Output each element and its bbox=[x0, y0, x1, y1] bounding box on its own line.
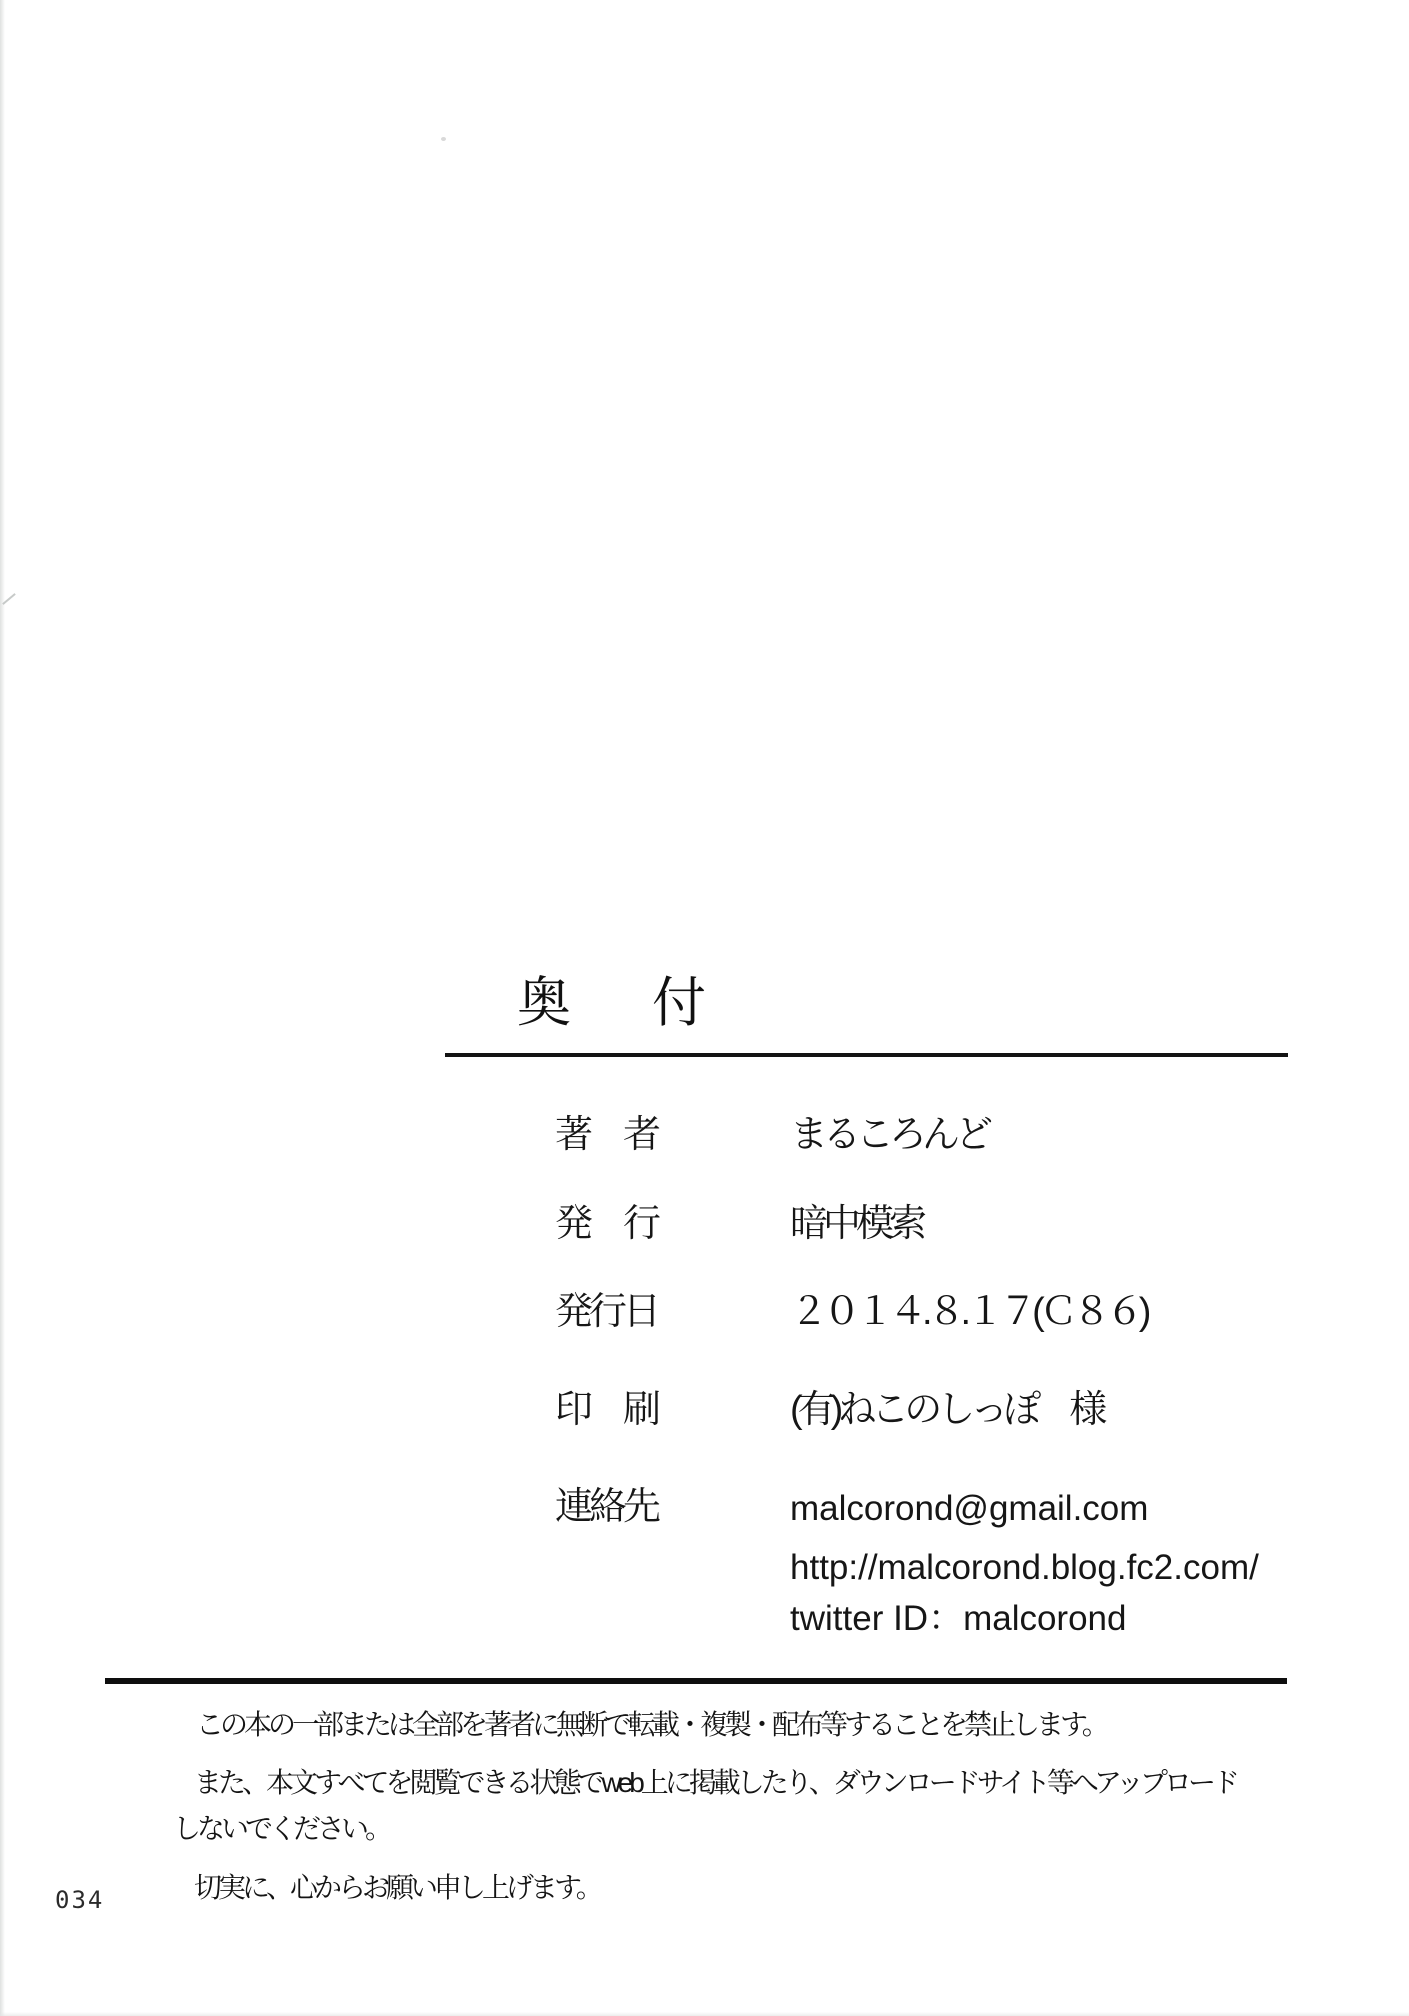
row-label: 印 刷 bbox=[555, 1389, 658, 1431]
colophon-row-publish-date bbox=[555, 1293, 1295, 1339]
page-title: 奥 付 bbox=[517, 973, 720, 1033]
row-label: 発 行 bbox=[555, 1203, 658, 1245]
notice-line: また、本文すべてを閲覧できる状態でweb上に掲載したり、ダウンロードサイト等へアップロード bbox=[194, 1767, 1237, 1798]
scan-edge-shadow-bottom bbox=[0, 2012, 1409, 2016]
row-value: 暗中模索 bbox=[790, 1203, 923, 1245]
row-label: 連絡先 bbox=[555, 1486, 658, 1528]
colophon-row-author bbox=[555, 1116, 1295, 1162]
notice-separator-rule bbox=[105, 1678, 1287, 1684]
scan-speck bbox=[441, 137, 446, 141]
page-number: 034 bbox=[55, 1886, 105, 1914]
row-label: 発行日 bbox=[555, 1291, 658, 1333]
notice-line: しないでください。 bbox=[173, 1813, 390, 1844]
notice-line: 切実に、心からお願い申し上げます。 bbox=[194, 1872, 600, 1903]
scan-edge-shadow-left bbox=[0, 0, 5, 2016]
colophon-row-contact-url bbox=[555, 1547, 1295, 1593]
colophon-row-contact-twitter bbox=[555, 1598, 1295, 1644]
row-value: まるころんど bbox=[790, 1114, 989, 1156]
row-value: ２０１４.８.１７(Ｃ８６) bbox=[790, 1291, 1147, 1333]
colophon-row-publisher bbox=[555, 1205, 1295, 1251]
contact-twitter-id: twitter ID：malcorond bbox=[790, 1599, 1127, 1638]
contact-email: malcorond@gmail.com bbox=[790, 1489, 1149, 1528]
row-value: (有)ねこのしっぽ 様 bbox=[790, 1389, 1103, 1431]
title-underline bbox=[445, 1053, 1288, 1057]
row-label: 著 者 bbox=[555, 1114, 658, 1156]
colophon-row-contact bbox=[555, 1488, 1295, 1534]
notice-line: この本の一部または全部を著者に無断で転載・複製・配布等することを禁止します。 bbox=[196, 1709, 1106, 1740]
colophon-row-printer bbox=[555, 1391, 1295, 1437]
contact-blog-url: http://malcorond.blog.fc2.com/ bbox=[790, 1548, 1259, 1587]
